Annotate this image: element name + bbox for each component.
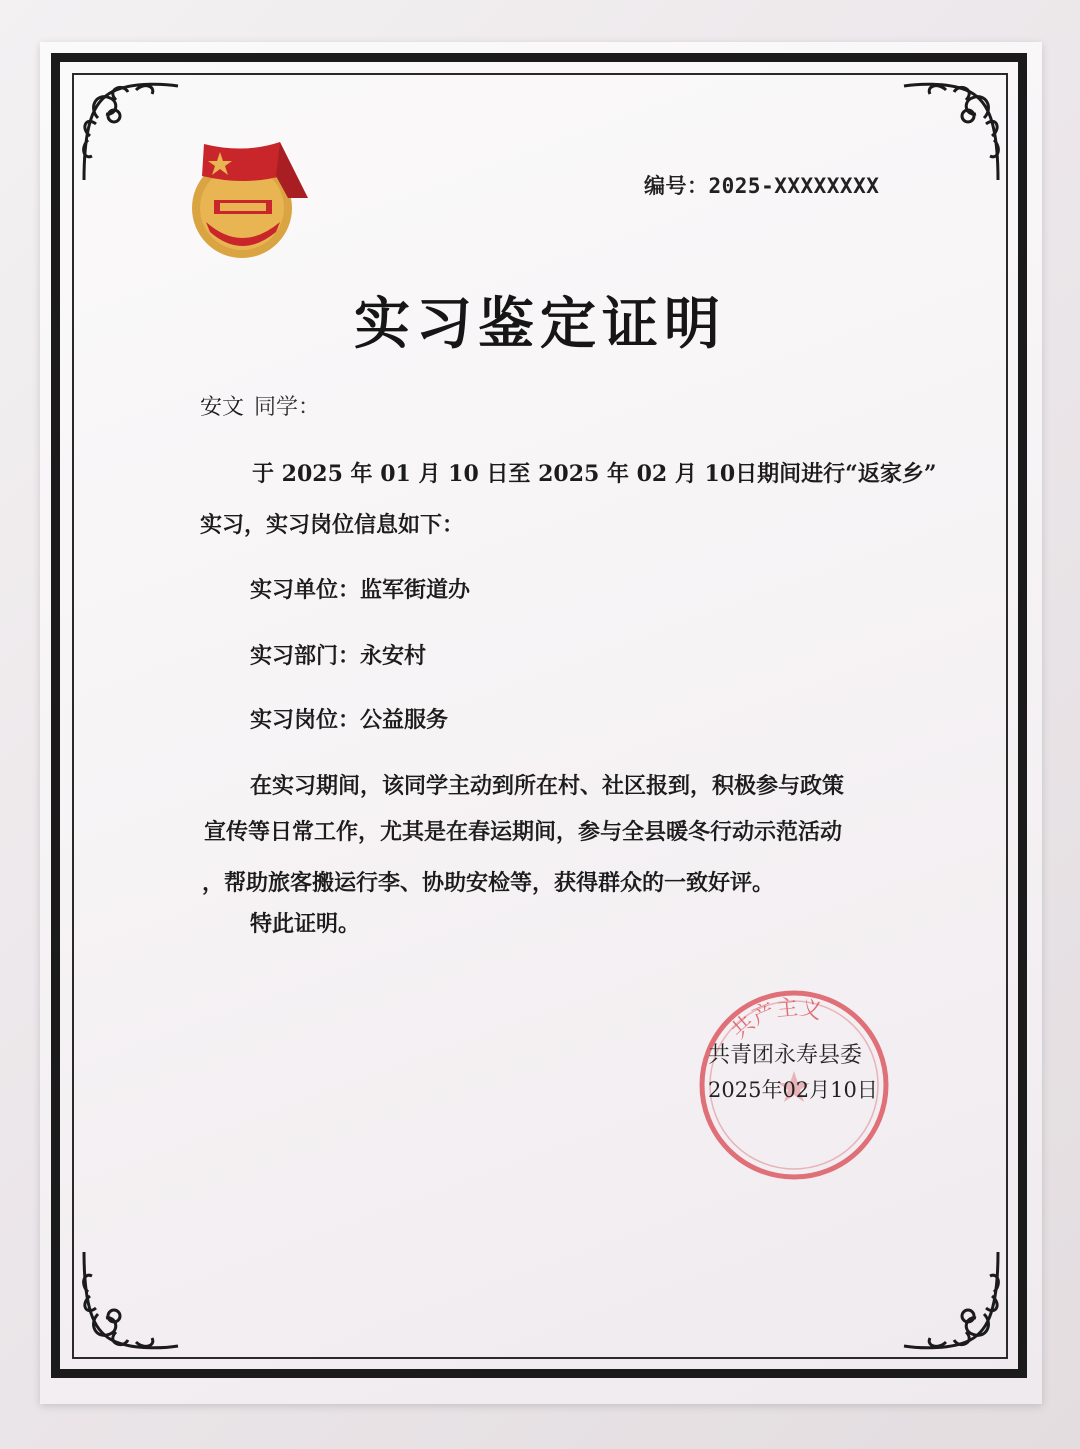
- corner-ornament-top-left: [76, 78, 186, 188]
- issuer-name: 共青团永寿县委: [708, 1043, 863, 1068]
- youth-league-emblem: [184, 136, 314, 266]
- seal-text: 共产主义: [726, 995, 825, 1045]
- recipient-suffix: 同学：: [254, 395, 321, 420]
- issue-date: 2025年02月10日: [708, 1078, 878, 1102]
- field-value: 永安村: [360, 643, 427, 669]
- closing-statement: 特此证明。: [250, 911, 361, 937]
- corner-ornament-top-right: [896, 78, 1006, 188]
- svg-text:共产主义: [727, 995, 824, 1044]
- intro-line-1: 于 2025 年 01 月 10 日至 2025 年 02 月 10日期间进行“返家乡”: [252, 461, 937, 487]
- serial-number: 编号：2025-XXXXXXXX: [644, 174, 880, 198]
- field-label: 实习部门：: [250, 643, 361, 669]
- field-internship-position: [250, 707, 448, 733]
- evaluation-line-1: 在实习期间，该同学主动到所在村、社区报到，积极参与政策: [250, 773, 845, 799]
- field-internship-unit: [250, 577, 470, 603]
- evaluation-line-2: 宣传等日常工作，尤其是在春运期间，参与全县暖冬行动示范活动: [204, 819, 843, 845]
- field-internship-department: [250, 643, 426, 669]
- evaluation-line-3: ，帮助旅客搬运行李、协助安检等，获得群众的一致好评。: [202, 870, 775, 896]
- field-label: 实习岗位：: [250, 707, 361, 733]
- recipient-name: 安文: [200, 395, 245, 420]
- field-value: 监军街道办: [360, 577, 471, 603]
- recipient-line: [200, 395, 320, 421]
- field-value: 公益服务: [360, 707, 449, 733]
- certificate-title: 实习鉴定证明: [354, 291, 726, 357]
- corner-ornament-bottom-right: [896, 1244, 1006, 1354]
- field-label: 实习单位：: [250, 577, 361, 603]
- intro-line-2: 实习，实习岗位信息如下：: [200, 512, 465, 538]
- corner-ornament-bottom-left: [76, 1244, 186, 1354]
